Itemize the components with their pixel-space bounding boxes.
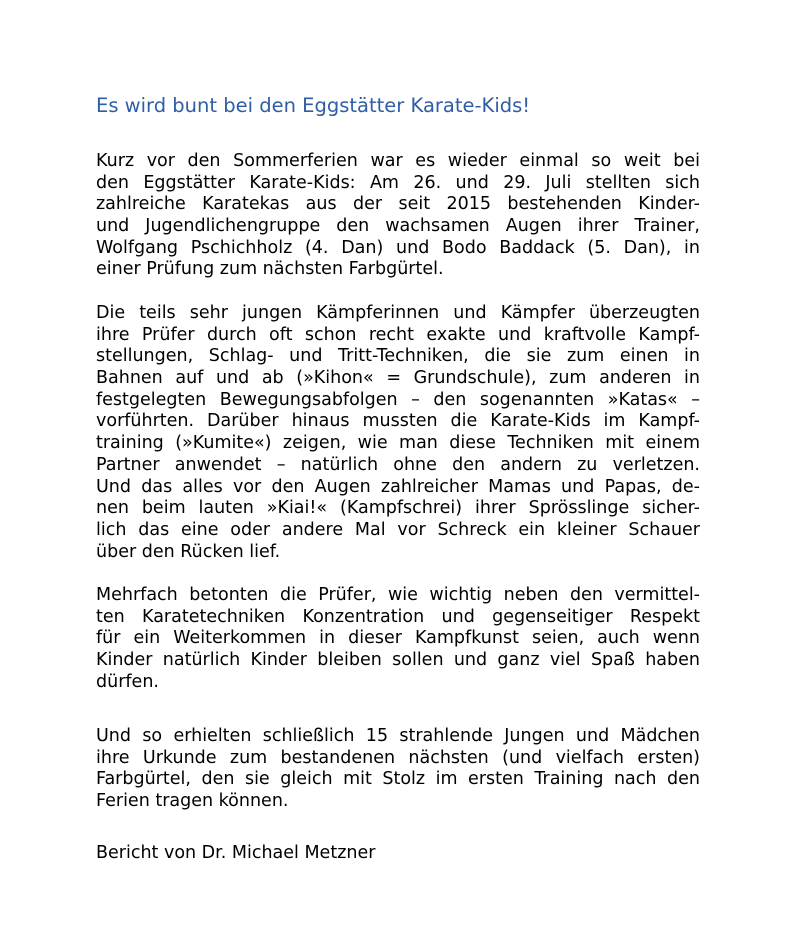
paragraph-2 (96, 303, 700, 563)
text-line: dürfen. (96, 671, 159, 692)
text-line: für ein Weiterkommen in dieser Kampfkunst seien, auch wenn (96, 628, 700, 649)
text-line: Ferien tragen können. (96, 791, 289, 812)
text-line: Farbgürtel, den sie gleich mit Stolz im ersten Training nach den (96, 769, 700, 790)
text-line: training (»Kumite«) zeigen, wie man diese Techniken mit einem (96, 433, 700, 454)
text-line: einer Prüfung zum nächsten Farbgürtel. (96, 259, 444, 280)
text-line: stellungen, Schlag- und Tritt-Techniken, die sie zum einen in (96, 346, 700, 367)
paragraph-1 (96, 151, 700, 281)
text-line: Kinder natürlich Kinder bleiben sollen und ganz viel Spaß haben (96, 650, 700, 671)
text-line: ten Karatetechniken Konzentration und gegenseitiger Respekt (96, 606, 700, 627)
text-line: Mehrfach betonten die Prüfer, wie wichtig neben den vermittel- (96, 585, 700, 605)
text-line: Bahnen auf und ab (»Kihon« = Grundschule), zum anderen in (96, 368, 700, 389)
text-line: über den Rücken lief. (96, 541, 281, 562)
text-line: Die teils sehr jungen Kämpferinnen und Kämpfer überzeugten (96, 303, 700, 323)
text-line: Partner anwendet – natürlich ohne den andern zu verletzen. (96, 454, 700, 475)
paragraph-3 (96, 585, 700, 693)
text-line: Und so erhielten schließlich 15 strahlende Jungen und Mädchen (96, 726, 700, 746)
byline-block (96, 843, 700, 865)
paragraph-4 (96, 726, 700, 813)
author-byline: Bericht von Dr. Michael Metzner (96, 843, 376, 863)
text-line: und Jugendlichengruppe den wachsamen Augen ihrer Trainer, (96, 216, 700, 237)
text-line: lich das eine oder andere Mal vor Schreck ein kleiner Schauer (96, 519, 700, 540)
text-line: den Eggstätter Karate-Kids: Am 26. und 29. Juli stellten sich (96, 172, 700, 193)
text-line: ihre Urkunde zum bestandenen nächsten (und vielfach ersten) (96, 747, 700, 768)
text-line: zahlreiche Karatekas aus der seit 2015 bestehenden Kinder- (96, 194, 700, 215)
text-line: ihre Prüfer durch oft schon recht exakte und kraftvolle Kampf- (96, 324, 700, 345)
text-line: Wolfgang Pschichholz (4. Dan) und Bodo Baddack (5. Dan), in (96, 237, 700, 258)
text-line: festgelegten Bewegungsabfolgen – den sogenannten »Katas« – (96, 389, 700, 410)
text-line: Und das alles vor den Augen zahlreicher Mamas und Papas, de- (96, 476, 700, 497)
text-line: vorführten. Darüber hinaus mussten die Karate-Kids im Kampf- (96, 411, 700, 432)
article-title: Es wird bunt bei den Eggstätter Karate-Kids! (96, 94, 531, 117)
text-line: Kurz vor den Sommerferien war es wieder einmal so weit bei (96, 151, 700, 171)
text-line: nen beim lauten »Kiai!« (Kampfschrei) ihrer Sprösslinge sicher- (96, 498, 700, 519)
